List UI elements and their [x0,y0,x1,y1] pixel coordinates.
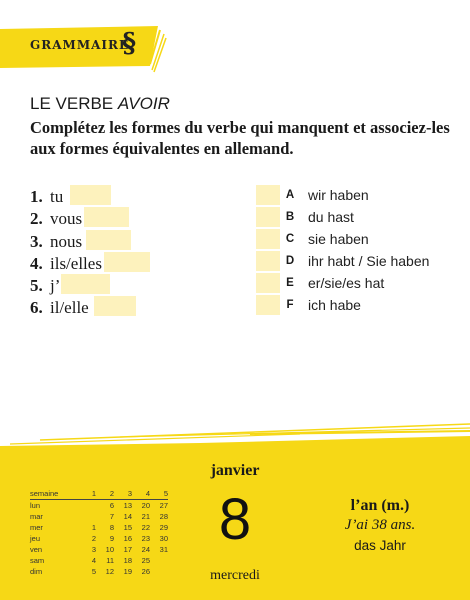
date-month: janvier [210,462,260,479]
calendar-row [30,533,168,544]
calendar-day-name: dim [30,567,43,576]
calendar-date: 13 [123,501,132,510]
calendar-day-name: lun [30,501,41,510]
calendar-day-name: sam [30,556,45,565]
exercise-pronoun: j’ [50,276,61,295]
calendar-date: 4 [91,556,96,565]
calendar-week-number: 2 [96,487,114,500]
calendar-date [150,566,168,577]
answer-letter: E [286,277,294,289]
match-box-c[interactable] [256,229,280,249]
calendar-date: 25 [141,556,150,565]
calendar-date: 9 [109,534,114,543]
answer-blank-2[interactable] [84,207,129,227]
calendar-date: 21 [141,512,150,521]
answer-blank-4[interactable] [104,252,150,272]
page-title [30,94,170,114]
calendar-date: 1 [91,523,96,532]
calendar-date: 20 [141,501,150,510]
calendar-date: 22 [141,523,150,532]
vocab-block [320,496,440,557]
exercise-number: 3. [30,232,43,251]
calendar-date: 5 [91,567,96,576]
calendar-date: 17 [123,545,132,554]
calendar-date: 2 [91,534,96,543]
calendar-date: 23 [141,534,150,543]
footer-brush [0,410,470,452]
answer-text: du hast [308,209,354,225]
exercise-pronoun: vous [50,209,83,228]
match-box-d[interactable] [256,251,280,271]
exercise-pronoun: tu [50,187,64,206]
calendar-date [78,500,96,512]
calendar-date: 10 [105,545,114,554]
answer-text: wir haben [308,187,369,203]
answer-blank-1[interactable] [70,185,111,205]
vocab-headword [320,496,440,516]
exercise-pronoun: il/elle [50,298,89,317]
section-sign-icon: § [122,28,137,59]
calendar-day-name: mer [30,523,43,532]
calendar-date: 27 [159,501,168,510]
calendar-date: 28 [159,512,168,521]
calendar-date: 15 [123,523,132,532]
match-box-b[interactable] [256,207,280,227]
calendar-date [150,555,168,566]
answer-letter: C [285,233,295,245]
calendar-header [30,487,168,500]
answer-text: sie haben [308,231,369,247]
match-box-a[interactable] [256,185,280,205]
exercise-number: 2. [30,209,43,228]
calendar-date: 24 [141,545,150,554]
calendar-date: 19 [123,567,132,576]
answer-letter: A [285,189,295,201]
calendar-date: 14 [123,512,132,521]
calendar-row [30,544,168,555]
answer-blank-5[interactable] [61,274,110,294]
calendar-week-number: 3 [114,487,132,500]
calendar-date: 3 [91,545,96,554]
calendar-date: 7 [109,512,114,521]
vocab-gender: (m.) [381,497,410,514]
exercise-number: 1. [30,187,43,206]
title-keyword: AVOIR [117,94,170,113]
answer-letter: D [285,255,295,267]
match-box-f[interactable] [256,295,280,315]
calendar-week-number: 1 [78,487,96,500]
calendar-week-number: 5 [150,487,168,500]
calendar-row [30,522,168,533]
calendar-week-label: semaine [30,487,78,500]
vocab-example: J’ai 38 ans. [344,517,416,533]
calendar-date: 29 [159,523,168,532]
calendar-row [30,555,168,566]
calendar-date: 16 [123,534,132,543]
calendar-date: 26 [141,567,150,576]
exercise-pronoun: ils/elles [50,254,102,273]
calendar-date: 12 [105,567,114,576]
instructions: Complétez les formes du verbe qui manquent et associez-les aux formes équivalentes en allemand. [30,118,450,158]
answer-text: er/sie/es hat [308,275,385,291]
section-label: GRAMMAIRE [30,38,130,52]
calendar-row [30,500,168,512]
vocab-translation: das Jahr [354,538,406,553]
calendar-date [78,511,96,522]
answer-text: ihr habt / Sie haben [308,253,430,269]
mini-calendar [30,487,168,577]
match-box-e[interactable] [256,273,280,293]
exercise-number: 4. [30,254,43,273]
calendar-day-name: ven [30,545,43,554]
date-day-number: 8 [218,487,252,552]
calendar-date: 6 [109,501,114,510]
calendar-day-name: mar [30,512,43,521]
date-weekday: mercredi [210,568,260,583]
answer-letter: B [285,211,295,223]
calendar-week-number: 4 [132,487,150,500]
exercise-number: 6. [30,298,43,317]
answer-blank-3[interactable] [86,230,131,250]
answer-blank-6[interactable] [94,296,136,316]
calendar-date: 31 [159,545,168,554]
vocab-word: l’an [350,497,378,514]
calendar-day-name: jeu [30,534,41,543]
calendar-date: 30 [159,534,168,543]
calendar-date: 18 [123,556,132,565]
answer-text: ich habe [308,297,361,313]
calendar-date: 8 [109,523,114,532]
calendar-row [30,566,168,577]
calendar-date: 11 [106,556,114,565]
title-prefix: LE VERBE [30,94,114,113]
exercise-number: 5. [30,276,43,295]
calendar-row [30,511,168,522]
answer-letter: F [286,299,294,311]
exercise-pronoun: nous [50,232,83,251]
